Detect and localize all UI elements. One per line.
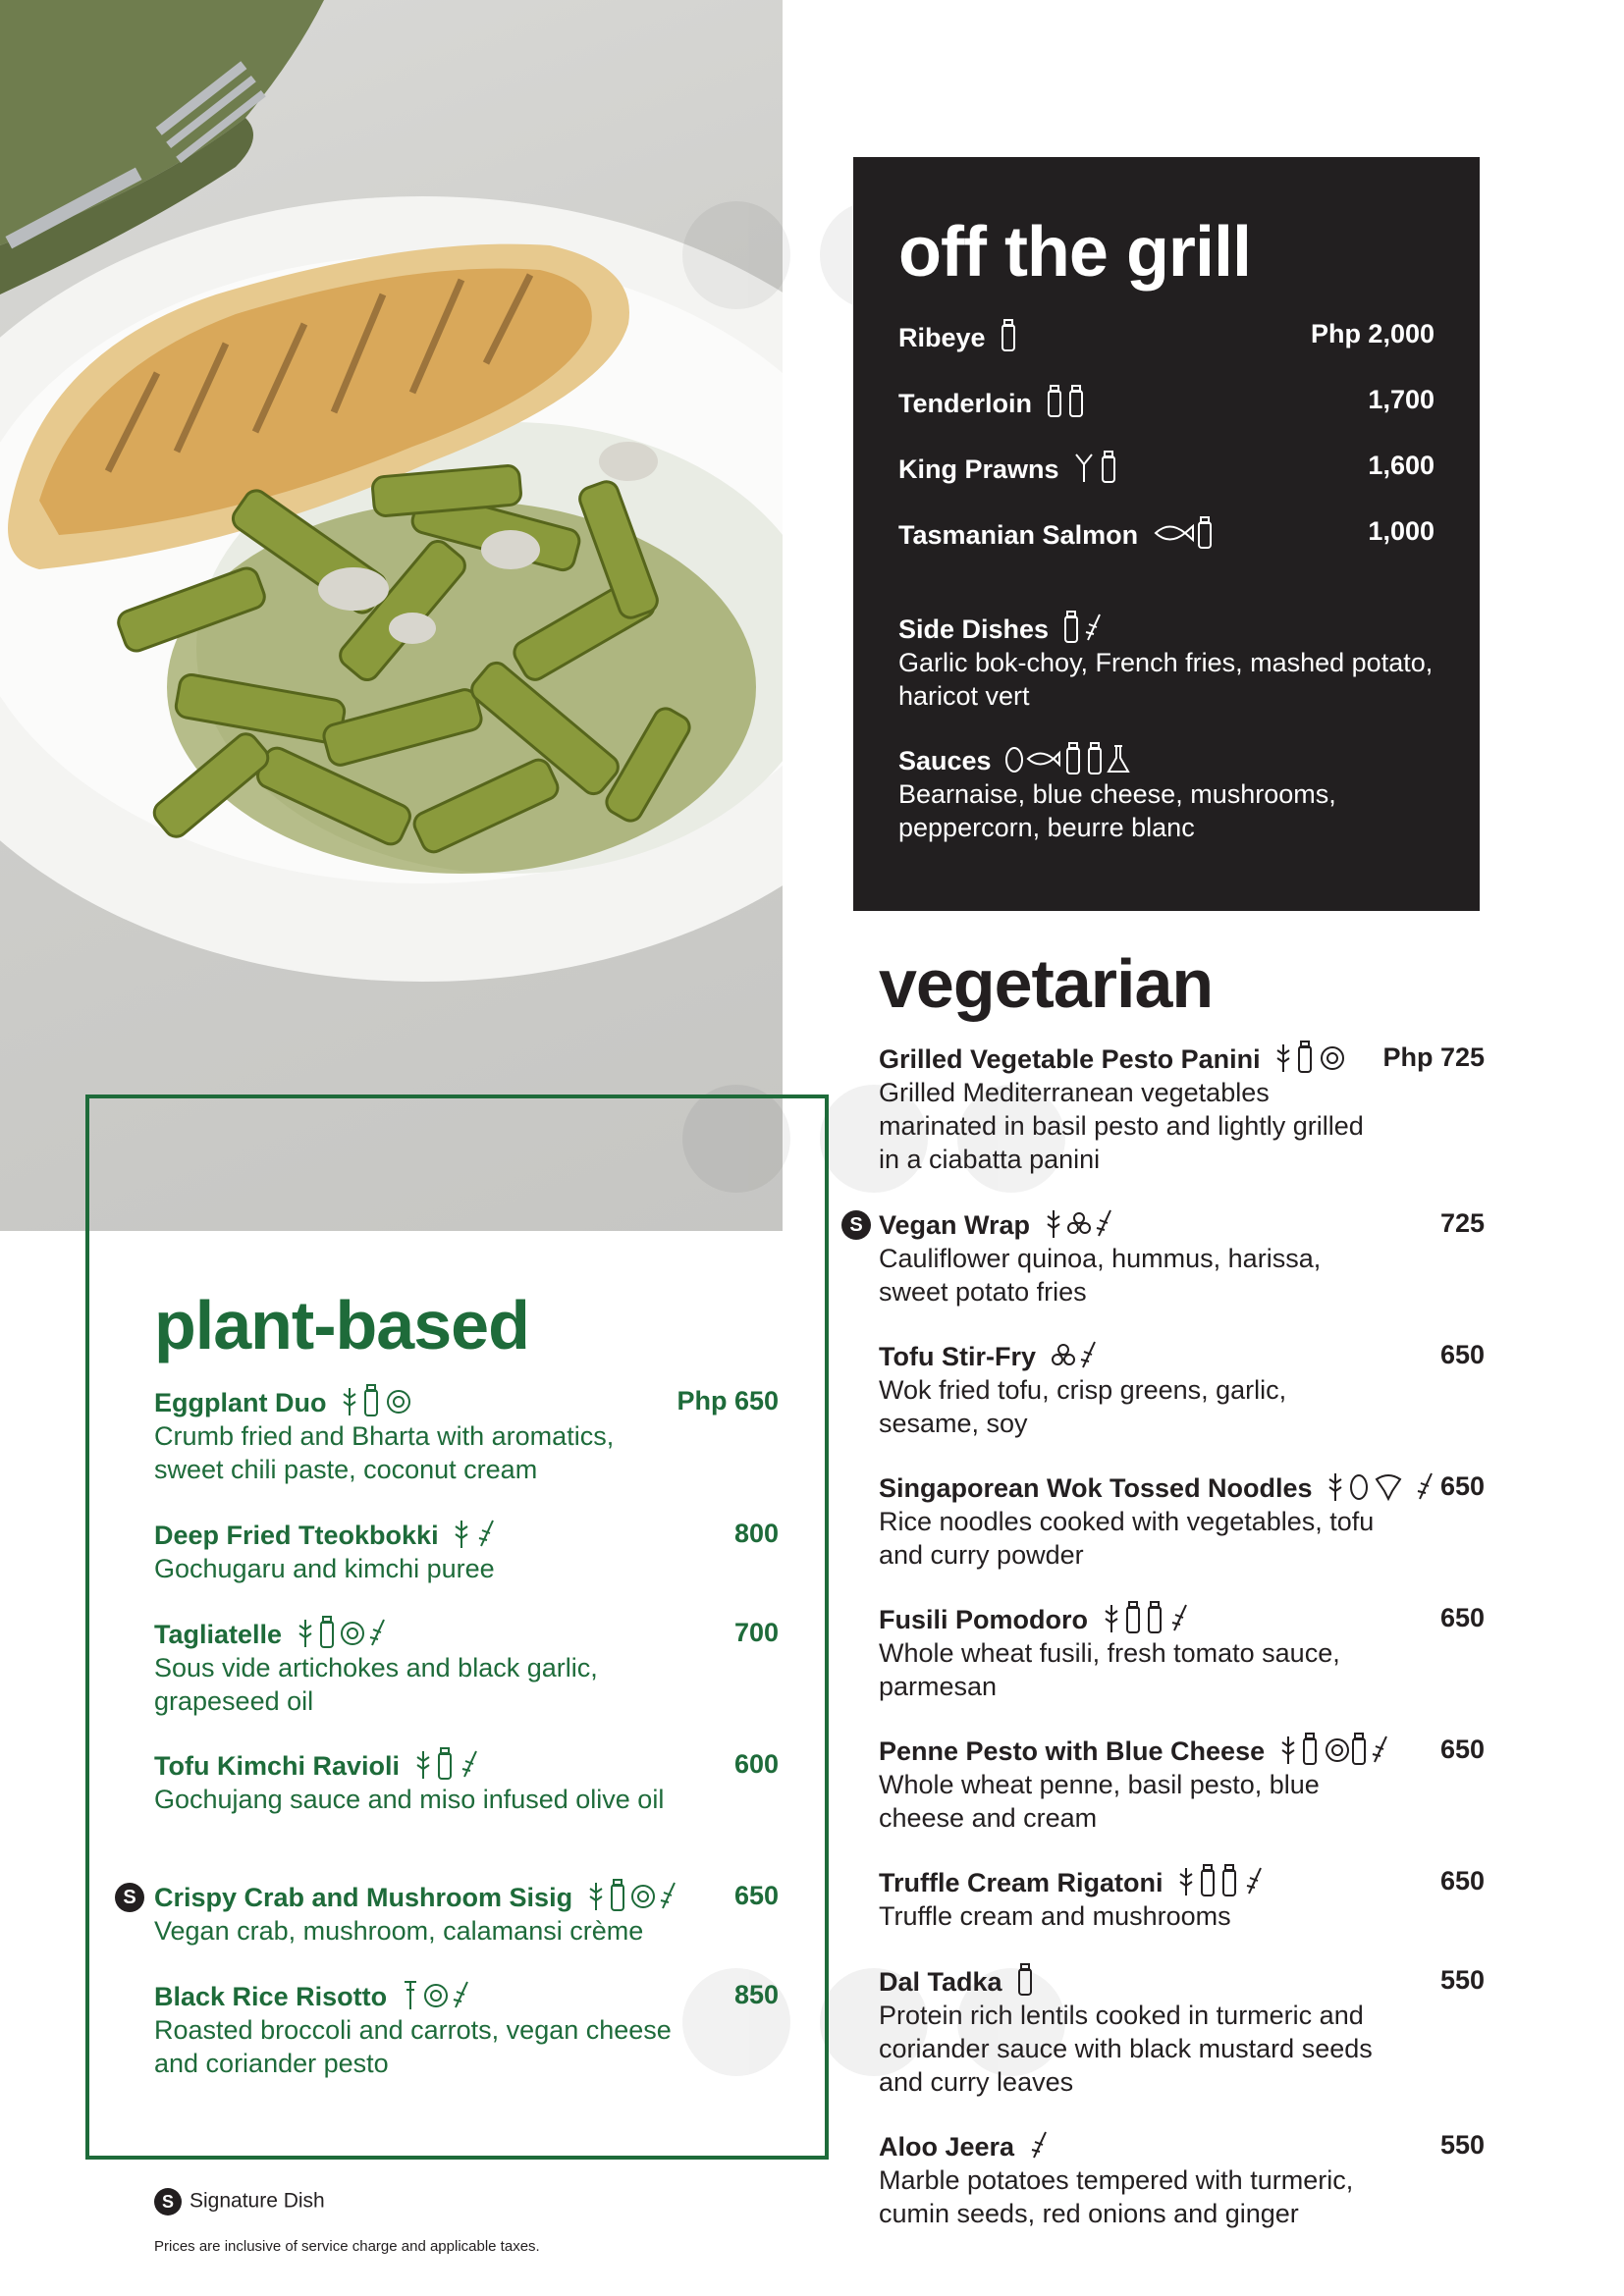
- menu-item-desc: Marble potatoes tempered with turmeric, cumin seeds, red onions and ginger: [879, 2165, 1354, 2228]
- dairy-icon: [1015, 1963, 1037, 1997]
- allergen-icons: [586, 1879, 684, 1912]
- sauces-desc: Bearnaise, blue cheese, mushrooms, peppercorn, beurre blanc: [898, 779, 1336, 842]
- allergen-icons: [340, 1384, 412, 1417]
- allergen-icons: [401, 1978, 477, 2011]
- menu-item-price: 650: [1439, 1340, 1485, 1369]
- allergen-icons: [1326, 1469, 1441, 1503]
- menu-item-desc: Sous vide artichokes and black garlic, grapeseed oil: [154, 1653, 598, 1716]
- menu-item-price: 650: [1439, 1735, 1485, 1764]
- signature-legend: [154, 2188, 325, 2216]
- grill-sauces: [898, 742, 1448, 844]
- allergen-icons: [1050, 1338, 1101, 1371]
- menu-item-name: Vegan Wrap: [879, 1206, 1485, 1242]
- fish-icon: [1152, 516, 1217, 550]
- menu-item-price: 650: [733, 1881, 779, 1910]
- menu-item-price: 725: [1439, 1208, 1485, 1238]
- menu-item-desc: Whole wheat penne, basil pesto, blue cheese and cream: [879, 1770, 1320, 1833]
- signature-badge: S: [115, 1883, 144, 1912]
- menu-item-name: Crispy Crab and Mushroom Sisig: [154, 1879, 779, 1914]
- menu-item-name: Tofu Stir-Fry: [879, 1338, 1485, 1373]
- menu-item-name: Penne Pesto with Blue Cheese: [879, 1733, 1485, 1768]
- menu-item: [879, 1041, 1485, 1176]
- menu-item-desc: Cauliflower quinoa, hummus, harissa, sweet potato fries: [879, 1244, 1322, 1307]
- signature-badge: S: [841, 1210, 871, 1240]
- vegetarian-title: vegetarian: [879, 945, 1214, 1022]
- plant-based-title: plant-based: [154, 1287, 529, 1363]
- menu-item: [154, 1747, 779, 1816]
- grill-item-price: 1,700: [1368, 385, 1435, 414]
- menu-item-price: 600: [733, 1749, 779, 1779]
- menu-item: [879, 1469, 1485, 1572]
- menu-item-desc: Truffle cream and mushrooms: [879, 1901, 1231, 1931]
- menu-item-desc: Rice noodles cooked with vegetables, tofu and curry powder: [879, 1507, 1375, 1570]
- menu-item-price: Php 725: [1382, 1042, 1485, 1072]
- menu-item-price: 800: [733, 1519, 779, 1548]
- menu-item-price: 650: [1439, 1603, 1485, 1632]
- menu-item-name: Aloo Jeera: [879, 2128, 1485, 2163]
- menu-item-desc: Protein rich lentils cooked in turmeric and coriander sauce with black mustard seeds and curry leaves: [879, 2001, 1373, 2097]
- menu-item-name: Fusili Pomodoro: [879, 1601, 1485, 1636]
- side-dishes-desc: Garlic bok-choy, French fries, mashed potato, haricot vert: [898, 648, 1434, 711]
- grill-item: [898, 385, 1435, 424]
- menu-item-desc: Gochujang sauce and miso infused olive oil: [154, 1785, 665, 1814]
- menu-item-desc: Grilled Mediterranean vegetables marinated in basil pesto and lightly grilled in a ciabatta panini: [879, 1078, 1364, 1174]
- signature-badge: S: [154, 2188, 182, 2216]
- menu-item-name: Black Rice Risotto: [154, 1978, 779, 2013]
- menu-item-name: Tagliatelle: [154, 1616, 779, 1651]
- menu-item: [154, 1384, 779, 1486]
- menu-item-desc: Crumb fried and Bharta with aromatics, sweet chili paste, coconut cream: [154, 1421, 615, 1484]
- menu-item-price: Php 650: [677, 1386, 779, 1415]
- menu-item-price: 550: [1439, 1965, 1485, 1995]
- price-note: Prices are inclusive of service charge and applicable taxes.: [154, 2238, 540, 2255]
- grill-item-price: 1,000: [1368, 516, 1435, 546]
- allergen-icons: [296, 1616, 394, 1649]
- dairy-gluten-icon: [1062, 611, 1108, 644]
- dairy-icon: [999, 319, 1018, 352]
- grill-section: [853, 157, 1480, 911]
- menu-item: [879, 1733, 1485, 1835]
- signature-legend-label: Signature Dish: [189, 2189, 325, 2213]
- shellfish-icon: [1072, 451, 1121, 484]
- allergen-icons: [1273, 1041, 1346, 1074]
- grill-item-name: Ribeye: [898, 319, 1018, 353]
- food-photo: [0, 0, 783, 1231]
- menu-item-desc: Gochugaru and kimchi puree: [154, 1554, 495, 1583]
- menu-item: [879, 1338, 1485, 1440]
- menu-item: [154, 1616, 779, 1718]
- menu-item: [154, 1517, 779, 1585]
- menu-item-name: Tofu Kimchi Ravioli: [154, 1747, 779, 1783]
- menu-item-price: 850: [733, 1980, 779, 2009]
- side-dishes-name: Side Dishes: [898, 611, 1448, 646]
- menu-item-price: 650: [1439, 1471, 1485, 1501]
- menu-item-price: 550: [1439, 2130, 1485, 2160]
- menu-item: [879, 2128, 1485, 2230]
- grill-item: [898, 451, 1435, 490]
- menu-item: [879, 1864, 1485, 1933]
- allergen-icons: [1176, 1864, 1271, 1897]
- menu-item-desc: Vegan crab, mushroom, calamansi crème: [154, 1916, 644, 1946]
- allergen-icons: [452, 1517, 503, 1550]
- menu-item-desc: Whole wheat fusili, fresh tomato sauce, parmesan: [879, 1638, 1340, 1701]
- grill-title: off the grill: [898, 213, 1251, 292]
- grill-item-name: Tasmanian Salmon: [898, 516, 1217, 551]
- menu-item: [154, 1879, 779, 1948]
- menu-item-price: 650: [1439, 1866, 1485, 1896]
- allergen-icons: [413, 1747, 486, 1781]
- pasta-dish-illustration: [0, 0, 783, 1231]
- menu-item-name: Singaporean Wok Tossed Noodles: [879, 1469, 1485, 1505]
- gluten-icon: [1028, 2128, 1052, 2162]
- menu-item-desc: Wok fried tofu, crisp greens, garlic, sesame, soy: [879, 1375, 1287, 1438]
- grill-item-price: 1,600: [1368, 451, 1435, 480]
- menu-item-name: Dal Tadka: [879, 1963, 1485, 1999]
- allergen-icons: [1044, 1206, 1116, 1240]
- allergen-icons: [1278, 1733, 1394, 1766]
- grill-item-name: King Prawns: [898, 451, 1121, 485]
- menu-item: [879, 1601, 1485, 1703]
- menu-item: [154, 1978, 779, 2080]
- menu-item-desc: Roasted broccoli and carrots, vegan cheese and coriander pesto: [154, 2015, 672, 2078]
- dairy-icon: [1046, 385, 1087, 418]
- allergen-icons: [1102, 1601, 1196, 1634]
- menu-item: [879, 1963, 1485, 2099]
- grill-item-price: Php 2,000: [1310, 319, 1435, 348]
- grill-item-name: Tenderloin: [898, 385, 1087, 419]
- menu-item-price: 700: [733, 1618, 779, 1647]
- grill-item: [898, 516, 1435, 556]
- menu-item-name: Truffle Cream Rigatoni: [879, 1864, 1485, 1899]
- grill-side-dishes: [898, 611, 1448, 713]
- grill-item: [898, 319, 1435, 358]
- menu-item: [879, 1206, 1485, 1308]
- allergen-icons: [1004, 742, 1144, 775]
- sauces-name: Sauces: [898, 742, 1448, 777]
- menu-item-name: Deep Fried Tteokbokki: [154, 1517, 779, 1552]
- menu-item-name: Grilled Vegetable Pesto Panini: [879, 1041, 1485, 1076]
- menu-item-name: Eggplant Duo: [154, 1384, 779, 1419]
